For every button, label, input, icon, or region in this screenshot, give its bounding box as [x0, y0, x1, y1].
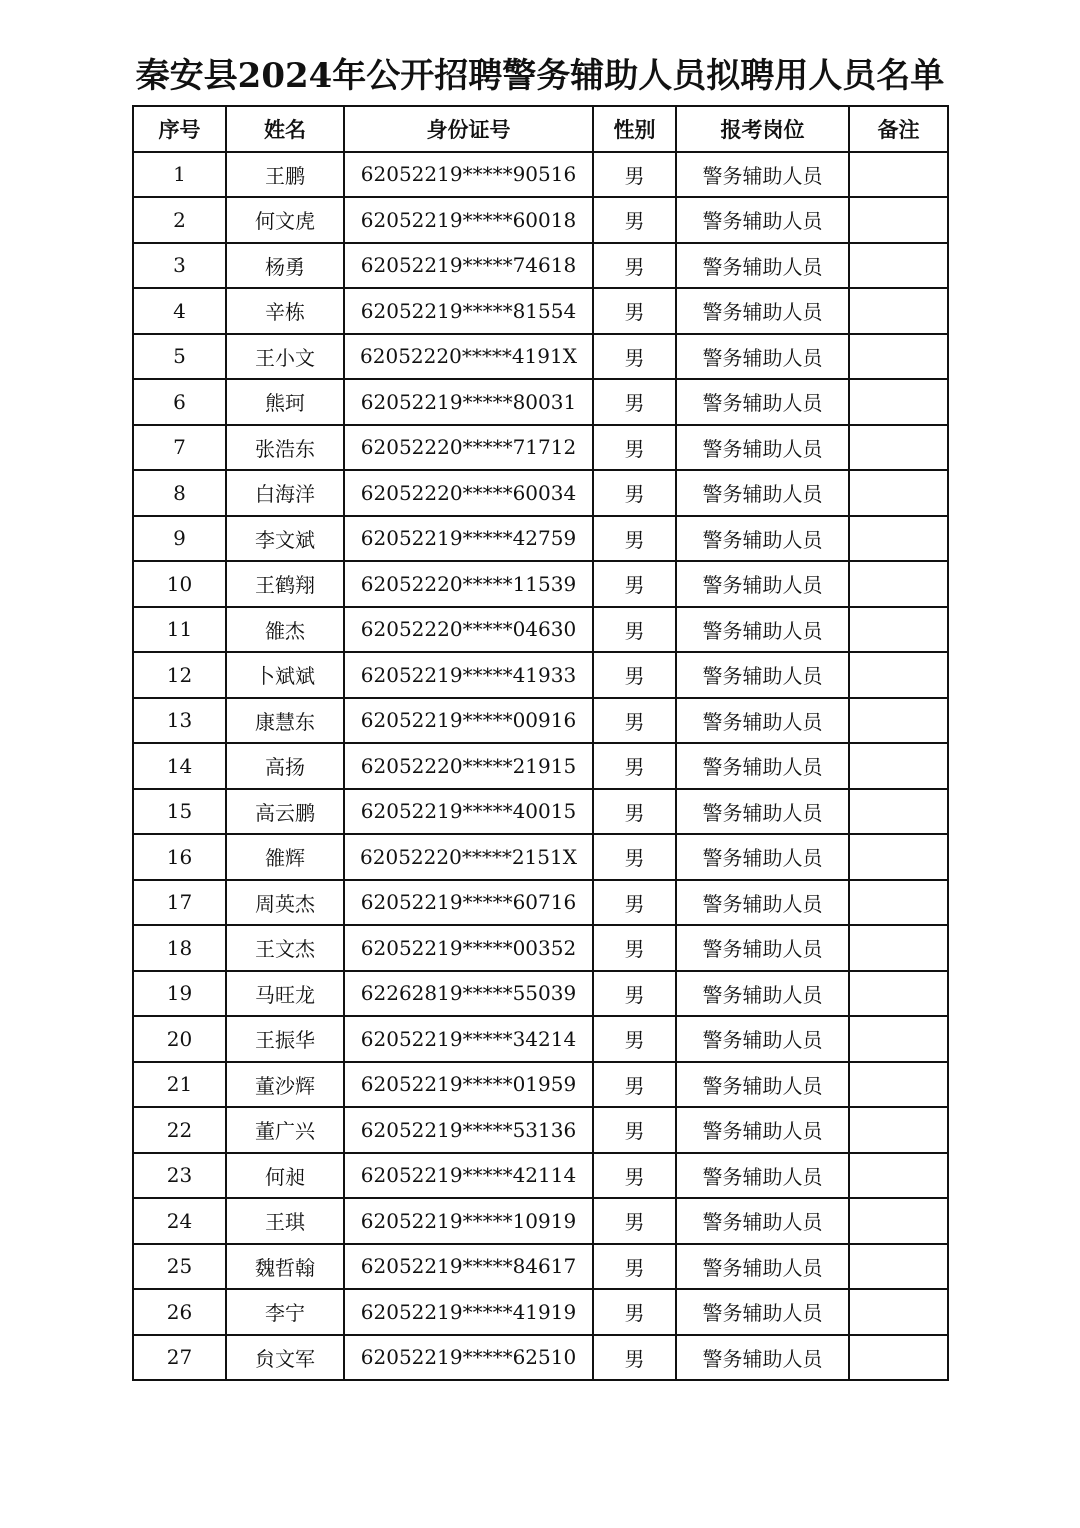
cell-id-number: 62052219*****62510 [344, 1335, 593, 1381]
table-row [133, 561, 948, 607]
cell-id-number: 62052220*****71712 [344, 425, 593, 471]
cell-id-number: 62052220*****11539 [344, 561, 593, 607]
cell-position: 警务辅助人员 [676, 470, 849, 516]
cell-position: 警务辅助人员 [676, 152, 849, 198]
table-row [133, 516, 948, 562]
cell-gender: 男 [593, 880, 676, 926]
cell-position: 警务辅助人员 [676, 561, 849, 607]
cell-index: 6 [133, 379, 226, 425]
table-row [133, 197, 948, 243]
cell-remarks [849, 789, 948, 835]
cell-remarks [849, 698, 948, 744]
cell-remarks [849, 334, 948, 380]
cell-index: 15 [133, 789, 226, 835]
cell-gender: 男 [593, 470, 676, 516]
cell-name: 卜斌斌 [226, 652, 344, 698]
header-id-number: 身份证号 [344, 106, 593, 152]
table-row [133, 1016, 948, 1062]
cell-position: 警务辅助人员 [676, 425, 849, 471]
cell-gender: 男 [593, 197, 676, 243]
cell-id-number: 62052219*****10919 [344, 1198, 593, 1244]
header-gender: 性别 [593, 106, 676, 152]
cell-gender: 男 [593, 743, 676, 789]
cell-name: 王振华 [226, 1016, 344, 1062]
table-row [133, 470, 948, 516]
cell-name: 贠文军 [226, 1335, 344, 1381]
cell-gender: 男 [593, 243, 676, 289]
cell-name: 王小文 [226, 334, 344, 380]
cell-id-number: 62052219*****01959 [344, 1062, 593, 1108]
table-row [133, 1062, 948, 1108]
cell-name: 董沙辉 [226, 1062, 344, 1108]
cell-index: 26 [133, 1289, 226, 1335]
cell-gender: 男 [593, 834, 676, 880]
cell-position: 警务辅助人员 [676, 1198, 849, 1244]
cell-remarks [849, 652, 948, 698]
cell-name: 魏哲翰 [226, 1244, 344, 1290]
table-row [133, 334, 948, 380]
cell-remarks [849, 1107, 948, 1153]
cell-position: 警务辅助人员 [676, 1062, 849, 1108]
header-remarks: 备注 [849, 106, 948, 152]
cell-position: 警务辅助人员 [676, 652, 849, 698]
cell-id-number: 62052219*****42759 [344, 516, 593, 562]
cell-id-number: 62052219*****84617 [344, 1244, 593, 1290]
cell-name: 马旺龙 [226, 971, 344, 1017]
cell-remarks [849, 243, 948, 289]
cell-gender: 男 [593, 698, 676, 744]
cell-name: 何昶 [226, 1153, 344, 1199]
cell-id-number: 62052219*****42114 [344, 1153, 593, 1199]
cell-id-number: 62052219*****53136 [344, 1107, 593, 1153]
cell-id-number: 62052219*****90516 [344, 152, 593, 198]
cell-gender: 男 [593, 1107, 676, 1153]
cell-position: 警务辅助人员 [676, 379, 849, 425]
cell-gender: 男 [593, 971, 676, 1017]
cell-name: 张浩东 [226, 425, 344, 471]
cell-remarks [849, 1062, 948, 1108]
table-row [133, 425, 948, 471]
cell-gender: 男 [593, 561, 676, 607]
cell-id-number: 62052219*****41919 [344, 1289, 593, 1335]
cell-remarks [849, 470, 948, 516]
table-row [133, 1107, 948, 1153]
cell-gender: 男 [593, 288, 676, 334]
cell-remarks [849, 834, 948, 880]
cell-remarks [849, 1198, 948, 1244]
table-row [133, 379, 948, 425]
cell-remarks [849, 1244, 948, 1290]
cell-position: 警务辅助人员 [676, 1289, 849, 1335]
cell-index: 3 [133, 243, 226, 289]
cell-index: 5 [133, 334, 226, 380]
cell-index: 23 [133, 1153, 226, 1199]
table-row [133, 1198, 948, 1244]
cell-id-number: 62052219*****80031 [344, 379, 593, 425]
table-row [133, 607, 948, 653]
cell-position: 警务辅助人员 [676, 1107, 849, 1153]
table-header-row [133, 106, 948, 152]
table-row [133, 1335, 948, 1381]
table-body [133, 152, 948, 1381]
cell-index: 25 [133, 1244, 226, 1290]
cell-position: 警务辅助人员 [676, 197, 849, 243]
cell-gender: 男 [593, 925, 676, 971]
cell-remarks [849, 1016, 948, 1062]
table-row [133, 789, 948, 835]
cell-index: 4 [133, 288, 226, 334]
cell-name: 周英杰 [226, 880, 344, 926]
cell-index: 11 [133, 607, 226, 653]
cell-position: 警务辅助人员 [676, 925, 849, 971]
cell-id-number: 62052219*****00352 [344, 925, 593, 971]
cell-gender: 男 [593, 1153, 676, 1199]
cell-id-number: 62052220*****04630 [344, 607, 593, 653]
cell-index: 13 [133, 698, 226, 744]
candidate-table [132, 105, 949, 1381]
cell-index: 1 [133, 152, 226, 198]
cell-index: 12 [133, 652, 226, 698]
cell-position: 警务辅助人员 [676, 1335, 849, 1381]
cell-gender: 男 [593, 652, 676, 698]
cell-name: 李文斌 [226, 516, 344, 562]
cell-remarks [849, 607, 948, 653]
cell-position: 警务辅助人员 [676, 1153, 849, 1199]
cell-position: 警务辅助人员 [676, 516, 849, 562]
cell-gender: 男 [593, 1335, 676, 1381]
cell-gender: 男 [593, 1198, 676, 1244]
cell-remarks [849, 971, 948, 1017]
cell-remarks [849, 288, 948, 334]
cell-gender: 男 [593, 1289, 676, 1335]
table-row [133, 652, 948, 698]
cell-index: 7 [133, 425, 226, 471]
table-row [133, 925, 948, 971]
cell-index: 16 [133, 834, 226, 880]
table-row [133, 288, 948, 334]
cell-id-number: 62052220*****2151X [344, 834, 593, 880]
header-name: 姓名 [226, 106, 344, 152]
cell-remarks [849, 561, 948, 607]
cell-position: 警务辅助人员 [676, 971, 849, 1017]
cell-id-number: 62052219*****34214 [344, 1016, 593, 1062]
cell-position: 警务辅助人员 [676, 880, 849, 926]
cell-index: 17 [133, 880, 226, 926]
cell-gender: 男 [593, 425, 676, 471]
cell-index: 21 [133, 1062, 226, 1108]
cell-name: 王鹏 [226, 152, 344, 198]
document-title: 秦安县2024年公开招聘警务辅助人员拟聘用人员名单 [135, 56, 945, 96]
table-row [133, 834, 948, 880]
cell-position: 警务辅助人员 [676, 243, 849, 289]
cell-name: 康慧东 [226, 698, 344, 744]
cell-name: 杨勇 [226, 243, 344, 289]
cell-name: 何文虎 [226, 197, 344, 243]
cell-index: 9 [133, 516, 226, 562]
cell-gender: 男 [593, 607, 676, 653]
cell-name: 白海洋 [226, 470, 344, 516]
cell-index: 14 [133, 743, 226, 789]
cell-id-number: 62052219*****60018 [344, 197, 593, 243]
cell-gender: 男 [593, 1244, 676, 1290]
header-position: 报考岗位 [676, 106, 849, 152]
cell-id-number: 62052219*****81554 [344, 288, 593, 334]
cell-name: 王琪 [226, 1198, 344, 1244]
table-row [133, 243, 948, 289]
cell-remarks [849, 1289, 948, 1335]
cell-position: 警务辅助人员 [676, 698, 849, 744]
cell-index: 24 [133, 1198, 226, 1244]
cell-remarks [849, 1153, 948, 1199]
cell-index: 18 [133, 925, 226, 971]
cell-gender: 男 [593, 379, 676, 425]
cell-remarks [849, 1335, 948, 1381]
cell-remarks [849, 152, 948, 198]
cell-index: 8 [133, 470, 226, 516]
table-row [133, 152, 948, 198]
cell-name: 辛栋 [226, 288, 344, 334]
cell-remarks [849, 925, 948, 971]
cell-gender: 男 [593, 789, 676, 835]
table-row [133, 1153, 948, 1199]
cell-gender: 男 [593, 1062, 676, 1108]
table-row [133, 698, 948, 744]
cell-index: 2 [133, 197, 226, 243]
table-row [133, 880, 948, 926]
cell-name: 王文杰 [226, 925, 344, 971]
cell-name: 熊珂 [226, 379, 344, 425]
cell-name: 李宁 [226, 1289, 344, 1335]
cell-name: 高扬 [226, 743, 344, 789]
cell-position: 警务辅助人员 [676, 334, 849, 380]
cell-remarks [849, 425, 948, 471]
cell-index: 22 [133, 1107, 226, 1153]
cell-remarks [849, 379, 948, 425]
cell-index: 10 [133, 561, 226, 607]
cell-id-number: 62052220*****4191X [344, 334, 593, 380]
cell-name: 高云鹏 [226, 789, 344, 835]
cell-gender: 男 [593, 1016, 676, 1062]
cell-remarks [849, 743, 948, 789]
cell-position: 警务辅助人员 [676, 743, 849, 789]
cell-id-number: 62052219*****00916 [344, 698, 593, 744]
cell-id-number: 62052220*****60034 [344, 470, 593, 516]
cell-position: 警务辅助人员 [676, 1016, 849, 1062]
cell-name: 董广兴 [226, 1107, 344, 1153]
header-index: 序号 [133, 106, 226, 152]
cell-position: 警务辅助人员 [676, 1244, 849, 1290]
cell-index: 27 [133, 1335, 226, 1381]
cell-position: 警务辅助人员 [676, 834, 849, 880]
cell-gender: 男 [593, 152, 676, 198]
table-row [133, 743, 948, 789]
cell-gender: 男 [593, 334, 676, 380]
cell-position: 警务辅助人员 [676, 288, 849, 334]
cell-gender: 男 [593, 516, 676, 562]
cell-id-number: 62052219*****41933 [344, 652, 593, 698]
cell-id-number: 62052219*****40015 [344, 789, 593, 835]
cell-index: 19 [133, 971, 226, 1017]
cell-index: 20 [133, 1016, 226, 1062]
cell-remarks [849, 516, 948, 562]
cell-id-number: 62052220*****21915 [344, 743, 593, 789]
table-row [133, 1289, 948, 1335]
cell-name: 王鹤翔 [226, 561, 344, 607]
cell-position: 警务辅助人员 [676, 607, 849, 653]
table-row [133, 971, 948, 1017]
cell-position: 警务辅助人员 [676, 789, 849, 835]
cell-name: 雒辉 [226, 834, 344, 880]
table-row [133, 1244, 948, 1290]
cell-remarks [849, 197, 948, 243]
cell-id-number: 62052219*****74618 [344, 243, 593, 289]
cell-remarks [849, 880, 948, 926]
cell-id-number: 62052219*****60716 [344, 880, 593, 926]
cell-name: 雒杰 [226, 607, 344, 653]
cell-id-number: 62262819*****55039 [344, 971, 593, 1017]
